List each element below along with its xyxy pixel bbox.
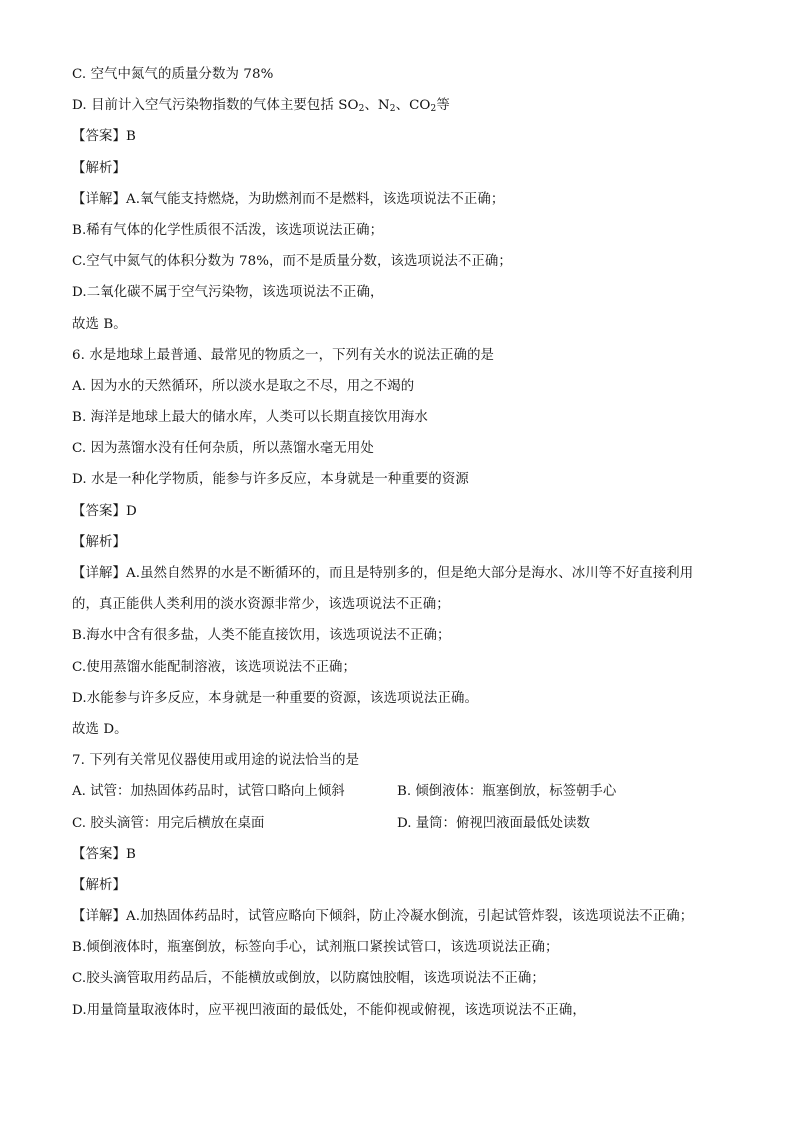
q7-option-b: B. 倾倒液体：瓶塞倒放，标签朝手心 (397, 784, 617, 800)
q6-option-c: C. 因为蒸馏水没有任何杂质，所以蒸馏水毫无用处 (72, 441, 374, 457)
q5-option-d-mid1: 、N (364, 98, 390, 114)
q6-analysis-title: 【解析】 (72, 534, 126, 550)
q5-detail-c: C.空气中氮气的体积分数为 78%，而不是质量分数，该选项说法不正确； (72, 254, 512, 270)
q5-conclusion: 故选 B。 (72, 316, 127, 332)
q5-detail-b: B.稀有气体的化学性质很不活泼，该选项说法正确； (72, 222, 384, 238)
q7-detail-d: D.用量筒量取液体时，应平视凹液面的最低处，不能仰视或俯视，该选项说法不正确， (72, 1002, 586, 1018)
q6-detail-a-line1: 【详解】A.虽然自然界的水是不断循环的，而且是特别多的，但是绝大部分是海水、冰川等不好直接利用 (72, 566, 694, 581)
q6-stem: 6. 水是地球上最普通、最常见的物质之一，下列有关水的说法正确的是 (72, 347, 495, 363)
q7-option-a: A. 试管：加热固体药品时，试管口略向上倾斜 (72, 784, 345, 800)
q5-answer: 【答案】B (72, 129, 136, 145)
q7-detail-a: 【详解】A.加热固体药品时，试管应略向下倾斜，防止冷凝水倒流，引起试管炸裂，该选项说法不正确； (72, 909, 694, 925)
q5-detail-a: 【详解】A.氧气能支持燃烧，为助燃剂而不是燃料，该选项说法不正确； (72, 191, 505, 207)
q7-detail-b: B.倾倒液体时，瓶塞倒放，标签向手心，试剂瓶口紧挨试管口，该选项说法正确； (72, 940, 559, 956)
q6-conclusion: 故选 D。 (72, 721, 128, 737)
q7-options-row2 (72, 813, 732, 844)
q5-option-c: C. 空气中氮气的质量分数为 78% (72, 67, 274, 82)
q7-option-c: C. 胶头滴管：用完后横放在桌面 (72, 815, 265, 831)
document-page (72, 64, 732, 1031)
q6-detail-b: B.海水中含有很多盐，人类不能直接饮用，该选项说法不正确； (72, 628, 451, 644)
q6-detail-a-line2: 的，真正能供人类利用的淡水资源非常少，该选项说法不正确； (72, 597, 450, 613)
q6-option-a: A. 因为水的天然循环，所以淡水是取之不尽，用之不竭的 (72, 378, 415, 394)
q7-options-row1 (72, 781, 732, 812)
q5-detail-d: D.二氧化碳不属于空气污染物，该选项说法不正确， (72, 285, 384, 301)
q7-stem: 7. 下列有关常见仪器使用或用途的说法恰当的是 (72, 753, 360, 769)
q7-detail-c: C.胶头滴管取用药品后，不能横放或倒放，以防腐蚀胶帽，该选项说法不正确； (72, 971, 545, 987)
q5-option-d (72, 95, 732, 126)
q6-detail-d: D.水能参与许多反应，本身就是一种重要的资源，该选项说法正确。 (72, 690, 478, 706)
q5-subscript-so2: 2 (358, 104, 365, 115)
q6-answer: 【答案】D (72, 503, 137, 519)
q5-option-d-suffix: 等 (436, 98, 450, 114)
q6-detail-c: C.使用蒸馏水能配制溶液，该选项说法不正确； (72, 659, 357, 675)
q7-answer: 【答案】B (72, 846, 136, 862)
q5-subscript-n2: 2 (389, 104, 396, 115)
q7-option-d: D. 量筒：俯视凹液面最低处读数 (397, 815, 590, 831)
q5-analysis-title: 【解析】 (72, 160, 126, 176)
q6-option-b: B. 海洋是地球上最大的储水库，人类可以长期直接饮用海水 (72, 410, 428, 426)
q7-analysis-title: 【解析】 (72, 877, 126, 893)
q5-subscript-co2: 2 (430, 104, 437, 115)
q6-option-d: D. 水是一种化学物质，能参与许多反应，本身就是一种重要的资源 (72, 472, 469, 488)
q5-option-d-prefix: D. 目前计入空气污染物指数的气体主要包括 SO (72, 98, 359, 114)
q5-option-d-mid2: 、CO (395, 98, 431, 114)
